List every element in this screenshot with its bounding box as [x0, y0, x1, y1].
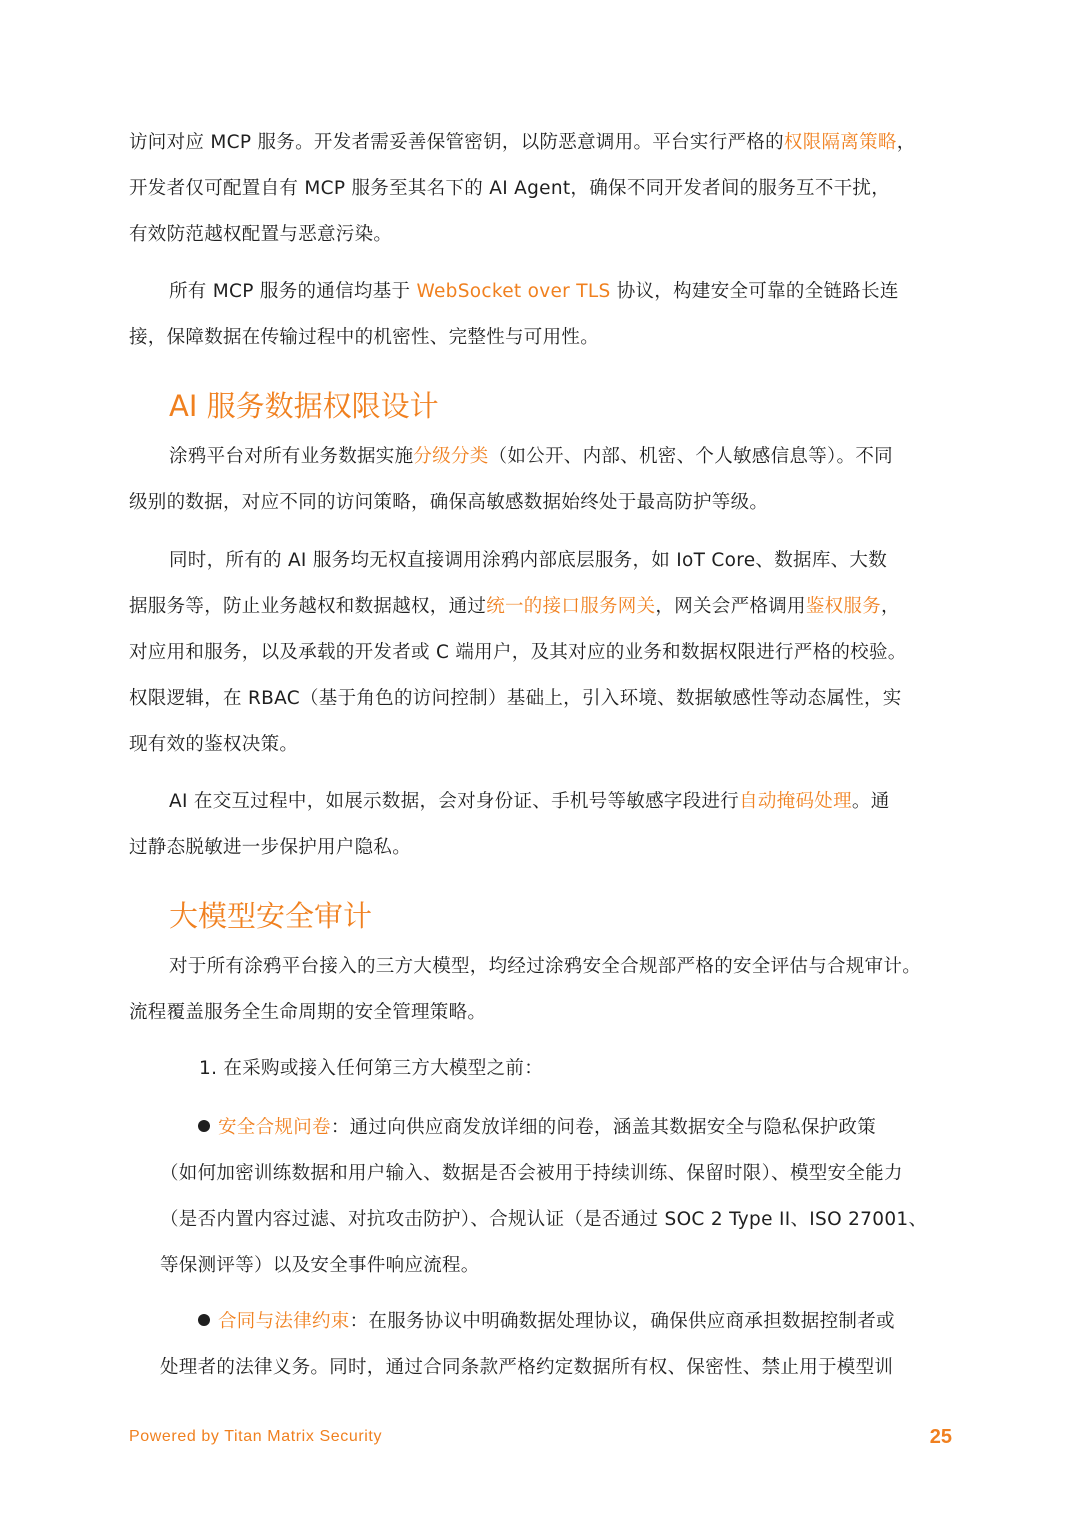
paragraph-data-classification: 涂鸦平台对所有业务数据实施分级分类（如公开、内部、机密、个人敏感信息等）。不同 级别的数据，对应不同的访问策略，确保高敏感数据始终处于最高防护等级。 [129, 446, 893, 513]
bullet-dot-icon [198, 1314, 210, 1326]
bullet-security-questionnaire: 安全合规问卷：通过向供应商发放详细的问卷，涵盖其数据安全与隐私保护政策 （如何加密训练数据和用户输入、数据是否会被用于持续训练、保留时限）、模型安全能力 （是否内置内容过滤、对抗攻击防护）、合规认证（是否通过 SOC 2 Type II、ISO 27001、 等保测评等）以及安全事件响应流程。 [160, 1117, 928, 1276]
heading-llm-security-audit: 大模型安全审计 [169, 899, 373, 933]
highlight-unified-gateway: 统一的接口服务网关 [486, 596, 656, 617]
highlight-permission-isolation: 权限隔离策略 [783, 132, 897, 153]
page-number: 25 [929, 1426, 952, 1448]
paragraph-mcp-isolation: 访问对应 MCP 服务。开发者需妥善保管密钥，以防恶意调用。平台实行严格的权限隔离策略， 开发者仅可配置自有 MCP 服务至其名下的 AI Agent，确保不同开发者间的服务互不干扰， 有效防范越权配置与恶意污染。 [129, 132, 916, 245]
footer-powered-by: Powered by Titan Matrix Security [129, 1428, 383, 1445]
bullet-contract-legal: 合同与法律约束：在服务协议中明确数据处理协议，确保供应商承担数据控制者或 处理者的法律义务。同时，通过合同条款严格约定数据所有权、保密性、禁止用于模型训 [160, 1311, 895, 1378]
highlight-contract-legal: 合同与法律约束 [218, 1311, 350, 1332]
highlight-auto-masking: 自动掩码处理 [739, 791, 852, 812]
paragraph-llm-audit: 对于所有涂鸦平台接入的三方大模型，均经过涂鸦安全合规部严格的安全评估与合规审计。 流程覆盖服务全生命周期的安全管理策略。 [129, 956, 922, 1023]
highlight-security-questionnaire: 安全合规问卷 [218, 1117, 331, 1138]
paragraph-websocket-tls: 所有 MCP 服务的通信均基于 WebSocket over TLS 协议，构建安全可靠的全链路长连 接，保障数据在传输过程中的机密性、完整性与可用性。 [129, 281, 899, 348]
highlight-auth-service: 鉴权服务 [805, 596, 882, 617]
list-item-before-procurement: 1. 在采购或接入任何第三方大模型之前： [199, 1058, 544, 1079]
paragraph-api-gateway: 同时，所有的 AI 服务均无权直接调用涂鸦内部底层服务，如 IoT Core、数据库、大数 据服务等，防止业务越权和数据越权，通过统一的接口服务网关，网关会严格调用鉴权服务， 对应用和服务，以及承载的开发者或 C 端用户，及其对应的业务和数据权限进行严格的校验。 权限逻辑，在 RBAC（基于角色的访问控制）基础上，引入环境、数据敏感性等动态属性，实 现有效的鉴权决策。 [129, 550, 907, 755]
bullet-dot-icon [198, 1120, 210, 1132]
highlight-websocket-tls: WebSocket over TLS [416, 281, 611, 302]
paragraph-data-masking: AI 在交互过程中，如展示数据，会对身份证、手机号等敏感字段进行自动掩码处理。通 过静态脱敏进一步保护用户隐私。 [129, 791, 890, 858]
highlight-classification: 分级分类 [413, 446, 489, 467]
heading-ai-data-permission: AI 服务数据权限设计 [169, 389, 439, 423]
